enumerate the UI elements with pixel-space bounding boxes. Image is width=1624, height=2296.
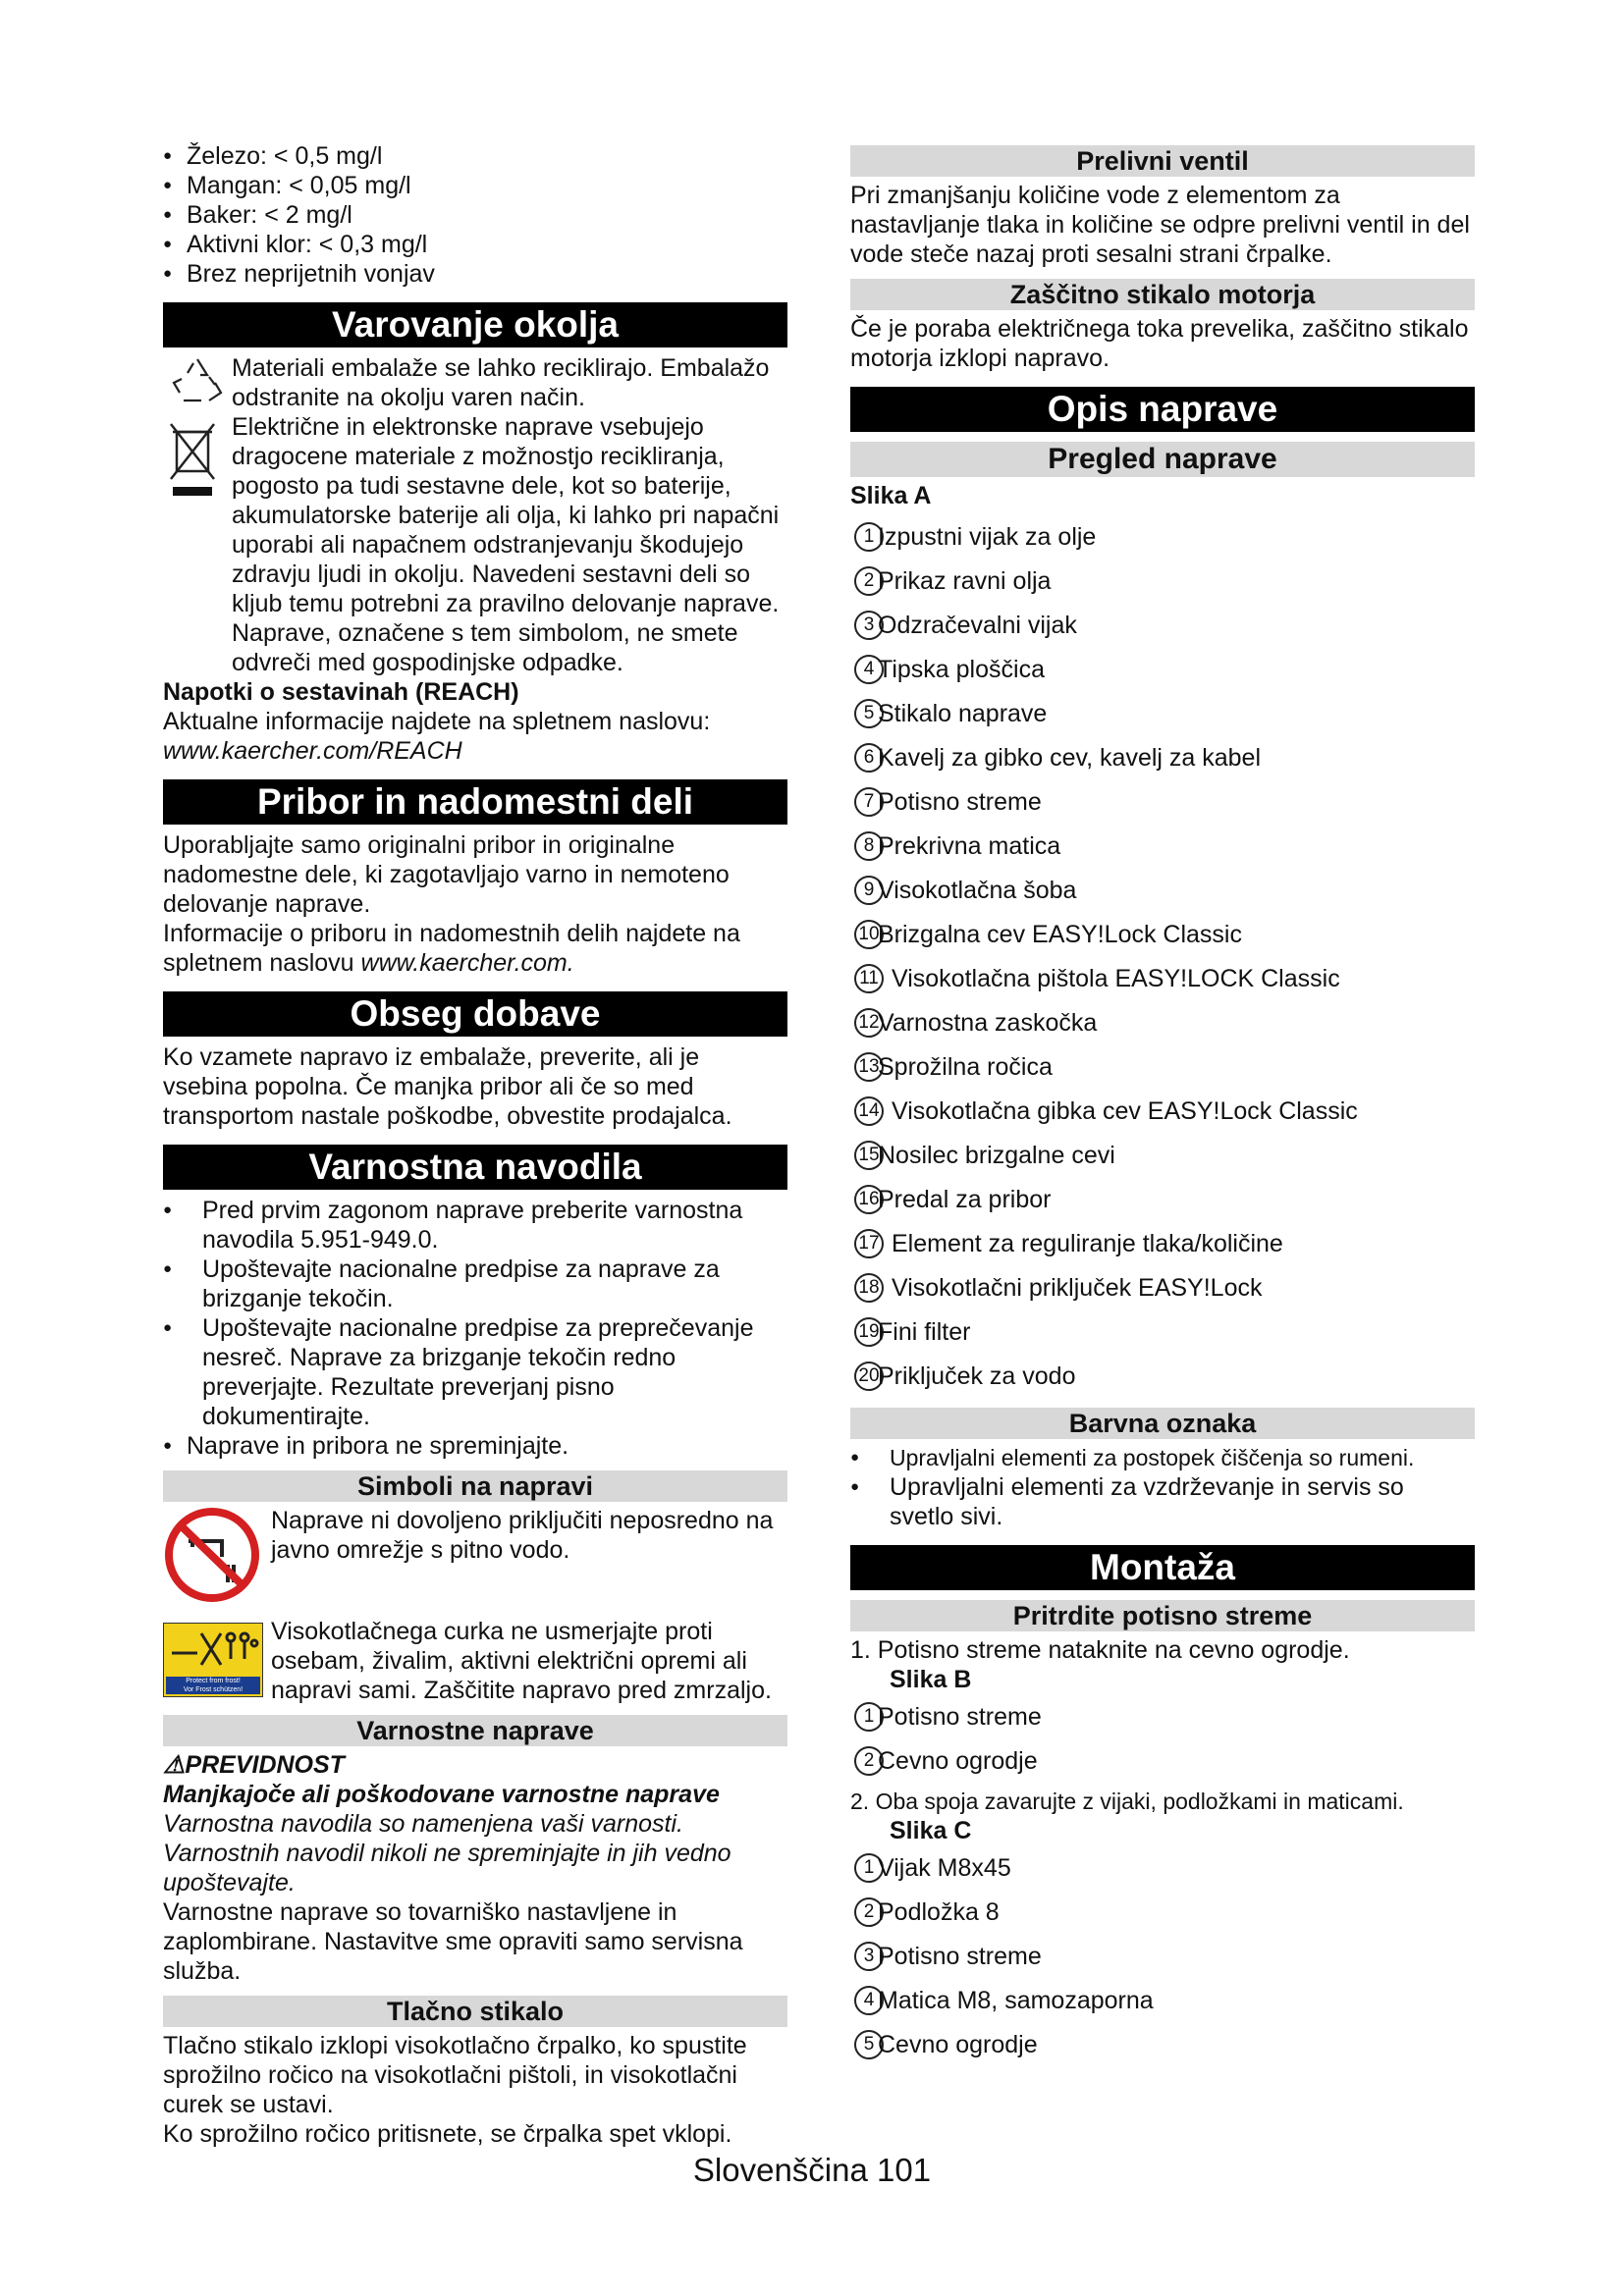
subheading-motor-switch: Zaščitno stikalo motorja: [850, 279, 1475, 310]
legend-text: Prekrivna matica: [878, 831, 1061, 860]
symbol-row-2: [163, 1617, 787, 1705]
legend-number: 17: [854, 1229, 884, 1258]
list-item: ● Upoštevajte nacionalne predpise za preprečevanje nesreč. Naprave za brizganje tekočin redno preverjajte. Rezultate preverjanj pisno dokumentirajte.: [163, 1313, 787, 1431]
no-drinking-water-icon: [163, 1506, 271, 1611]
legend-number: 11: [854, 964, 884, 993]
legend-text: Fini filter: [878, 1317, 971, 1346]
list-item: ● Brez neprijetnih vonjav: [163, 259, 787, 289]
subheading-color-code: Barvna oznaka: [850, 1408, 1475, 1439]
legend-text: Visokotlačna šoba: [878, 876, 1077, 904]
limits-list: [163, 141, 787, 289]
legend-item: [850, 1309, 1475, 1354]
overflow-paragraph: Pri zmanjšanju količine vode z elementom za nastavljanje tlaka in količine se odpre prelivni ventil in del vode steče nazaj proti sesalni strani črpalke.: [850, 182, 1470, 268]
legend-number: 10: [854, 920, 884, 949]
legend-list-a: [850, 514, 1475, 1398]
legend-text: Visokotlačna gibka cev EASY!Lock Classic: [892, 1096, 1358, 1125]
legend-item: [850, 956, 1475, 1000]
motor-paragraph: Če je poraba električnega toka prevelika, zaščitno stikalo motorja izklopi napravo.: [850, 315, 1469, 372]
section-heading-environment: Varovanje okolja: [163, 302, 787, 347]
pressure-paragraph-2: Ko sprožilno ročico pritisnete, se črpalka spet vklopi.: [163, 2120, 732, 2148]
legend-number: 2: [854, 1746, 884, 1776]
legend-text: Izpustni vijak za olje: [878, 522, 1097, 551]
legend-text: Tipska ploščica: [878, 655, 1045, 683]
legend-text: Potisno streme: [878, 1942, 1042, 1970]
legend-text: Sprožilna ročica: [878, 1052, 1053, 1081]
subheading-overview: Pregled naprave: [850, 442, 1475, 477]
legend-item: [850, 1934, 1475, 1978]
legend-item: [850, 1177, 1475, 1221]
legend-item: [850, 1738, 1475, 1783]
env-paragraph-2: Električne in elektronske naprave vsebujejo dragocene materiale z možnostjo recikliranja, pogosto pa tudi sestavne dele, kot so baterije, akumulatorske baterije ali olja, ki lahko pri napačni uporabi ali napačnem odstranjevanju škodujejo zdravju ljudi in okolju. Navedeni sestavni deli so kljub temu potrebni za pravilno delovanje naprave. Naprave, označene s tem simbolom, ne smete odvreči med gospodinjske odpadke.: [232, 413, 780, 676]
caution-text-1: Varnostna navodila so namenjena vaši varnosti.: [163, 1810, 683, 1838]
list-item: ● Aktivni klor: < 0,3 mg/l: [163, 230, 787, 259]
figure-a-label: Slika A: [850, 482, 932, 509]
legend-item: [850, 2022, 1475, 2066]
legend-number: 1: [854, 522, 884, 552]
env-row-2: [163, 412, 787, 677]
caution-subtitle: Manjkajoče ali poškodovane varnostne naprave: [163, 1781, 720, 1808]
section-heading-description: Opis naprave: [850, 387, 1475, 432]
legend-list-c: [850, 1845, 1475, 2066]
acc-paragraph-2-text: Informacije o priboru in nadomestnih delih najdete na spletnem naslovu: [163, 920, 740, 977]
legend-text: Vijak M8x45: [878, 1853, 1011, 1882]
subheading-safety-devices: Varnostne naprave: [163, 1715, 787, 1746]
subheading-pressure-switch: Tlačno stikalo: [163, 1996, 787, 2027]
frost-label-2: Vor Frost schützen!: [183, 1686, 244, 1693]
right-column: [850, 141, 1475, 2066]
warning-triangle-icon: ⚠: [163, 1751, 186, 1779]
legend-item: [850, 779, 1475, 824]
legend-item: [850, 1221, 1475, 1265]
legend-number: 1: [854, 1853, 884, 1883]
scope-paragraph: Ko vzamete napravo iz embalaže, preverite, ali je vsebina popolna. Če manjka pribor ali če so med transportom nastale poškodbe, obvestite prodajalca.: [163, 1043, 732, 1130]
frost-label-1: Protect from frost!: [186, 1678, 241, 1684]
legend-item: [850, 603, 1475, 647]
legend-number: 2: [854, 566, 884, 596]
section-heading-accessories: Pribor in nadomestni deli: [163, 779, 787, 825]
legend-number: 3: [854, 611, 884, 640]
reach-title: Napotki o sestavinah (REACH): [163, 678, 519, 706]
list-item: ● Upravljalni elementi za postopek čiščenja so rumeni.: [850, 1443, 1475, 1472]
legend-number: 14: [854, 1096, 884, 1126]
env-row-1: [163, 353, 787, 412]
legend-item: [850, 912, 1475, 956]
subheading-symbols: Simboli na napravi: [163, 1470, 787, 1502]
subheading-overflow-valve: Prelivni ventil: [850, 145, 1475, 177]
section-heading-safety: Varnostna navodila: [163, 1145, 787, 1190]
legend-list-b: [850, 1694, 1475, 1783]
symbol-text-2: Visokotlačnega curka ne usmerjajte proti osebam, živalim, aktivni električni opremi ali napravi sami. Zaščitite napravo pred zmrzaljo.: [271, 1618, 772, 1704]
pressure-paragraph-1: Tlačno stikalo izklopi visokotlačno črpalko, ko spustite sprožilno ročico na visokotlačni pištoli, in visokotlačni curek se ustavi.: [163, 2032, 747, 2118]
legend-item: [850, 1890, 1475, 1934]
legend-text: Potisno streme: [878, 1702, 1042, 1731]
crossed-bin-icon: [163, 418, 222, 507]
section-heading-scope: Obseg dobave: [163, 991, 787, 1037]
legend-text: Priključek za vodo: [878, 1362, 1076, 1390]
legend-text: Potisno streme: [878, 787, 1042, 816]
legend-number: 20: [854, 1362, 884, 1391]
legend-number: 19: [854, 1317, 884, 1347]
legend-item: [850, 1845, 1475, 1890]
list-item: ● Železo: < 0,5 mg/l: [163, 141, 787, 171]
legend-number: 5: [854, 699, 884, 728]
legend-text: Prikaz ravni olja: [878, 566, 1052, 595]
legend-text: Podložka 8: [878, 1897, 1000, 1926]
acc-paragraph-2: [163, 919, 787, 978]
legend-item: [850, 1044, 1475, 1089]
legend-number: 16: [854, 1185, 884, 1214]
legend-text: Kavelj za gibko cev, kavelj za kabel: [878, 743, 1262, 772]
page-footer: Slovenščina 101: [692, 2152, 932, 2188]
legend-item: [850, 1694, 1475, 1738]
left-column: [163, 141, 787, 2149]
legend-text: Varnostna zaskočka: [878, 1008, 1098, 1037]
symbol-row-1: [163, 1506, 787, 1611]
frost-warning-icon: [163, 1617, 271, 1705]
legend-item: [850, 691, 1475, 735]
legend-item: [850, 514, 1475, 559]
legend-number: 15: [854, 1141, 884, 1170]
legend-item: [850, 824, 1475, 868]
list-item: ● Baker: < 2 mg/l: [163, 200, 787, 230]
legend-text: Matica M8, samozaporna: [878, 1986, 1154, 2014]
legend-text: Element za reguliranje tlaka/količine: [892, 1229, 1283, 1257]
list-item: ● Upravljalni elementi za vzdrževanje in servis so svetlo sivi.: [850, 1472, 1475, 1531]
caution-text-2: Varnostnih navodil nikoli ne spreminjajte in jih vedno upoštevajte.: [163, 1840, 731, 1896]
section-heading-mounting: Montaža: [850, 1545, 1475, 1590]
legend-number: 3: [854, 1942, 884, 1971]
legend-text: Cevno ogrodje: [878, 1746, 1038, 1775]
legend-number: 9: [854, 876, 884, 905]
legend-number: 13: [854, 1052, 884, 1082]
legend-item: [850, 1354, 1475, 1398]
legend-number: 1: [854, 1702, 884, 1732]
list-item: ● Mangan: < 0,05 mg/l: [163, 171, 787, 200]
caution-text: PREVIDNOST: [185, 1751, 345, 1779]
figure-c-label: Slika C: [890, 1817, 972, 1844]
caution-label: [163, 1750, 787, 1780]
legend-number: 6: [854, 743, 884, 773]
legend-text: Cevno ogrodje: [878, 2030, 1038, 2058]
legend-number: 2: [854, 1897, 884, 1927]
reach-text: Aktualne informacije najdete na spletnem naslovu:: [163, 708, 711, 735]
devices-paragraph: Varnostne naprave so tovarniško nastavljene in zaplombirane. Nastavitve sme opraviti samo servisna služba.: [163, 1898, 743, 1985]
legend-text: Nosilec brizgalne cevi: [878, 1141, 1115, 1169]
legend-item: [850, 1089, 1475, 1133]
legend-item: [850, 1978, 1475, 2022]
acc-paragraph-1: Uporabljajte samo originalni pribor in originalne nadomestne dele, ki zagotavljajo varno in nemoteno delovanje naprave.: [163, 831, 730, 918]
legend-item: [850, 1133, 1475, 1177]
legend-number: 4: [854, 1986, 884, 2015]
recycling-icon: [163, 353, 232, 412]
reach-link[interactable]: www.kaercher.com/REACH: [163, 737, 462, 765]
legend-item: [850, 559, 1475, 603]
legend-text: Odzračevalni vijak: [878, 611, 1077, 639]
env-paragraph-1: Materiali embalaže se lahko reciklirajo. Embalažo odstranite na okolju varen način.: [232, 354, 770, 411]
legend-item: [850, 1265, 1475, 1309]
legend-item: [850, 1000, 1475, 1044]
list-item: ● Upoštevajte nacionalne predpise za naprave za brizganje tekočin.: [163, 1255, 787, 1313]
legend-text: Predal za pribor: [878, 1185, 1052, 1213]
legend-number: 4: [854, 655, 884, 684]
list-item: ● Naprave in pribora ne spreminjajte.: [163, 1431, 787, 1461]
legend-number: 7: [854, 787, 884, 817]
legend-number: 12: [854, 1008, 884, 1038]
figure-b-label: Slika B: [890, 1666, 972, 1693]
subheading-mount-handle: Pritrdite potisno streme: [850, 1600, 1475, 1631]
legend-item: [850, 868, 1475, 912]
legend-number: 5: [854, 2030, 884, 2059]
legend-number: 18: [854, 1273, 884, 1303]
legend-number: 8: [854, 831, 884, 861]
list-item: ● Pred prvim zagonom naprave preberite varnostna navodila 5.951-949.0.: [163, 1196, 787, 1255]
step-1: 1. Potisno streme nataknite na cevno ogrodje.: [850, 1636, 1350, 1664]
legend-text: Visokotlačni priključek EASY!Lock: [892, 1273, 1263, 1302]
acc-link[interactable]: www.kaercher.com.: [360, 949, 574, 977]
legend-text: Visokotlačna pištola EASY!LOCK Classic: [892, 964, 1340, 992]
legend-text: Brizgalna cev EASY!Lock Classic: [878, 920, 1242, 948]
legend-item: [850, 647, 1475, 691]
legend-text: Stikalo naprave: [878, 699, 1048, 727]
step-2: 2. Oba spoja zavarujte z vijaki, podložkami in maticami.: [850, 1789, 1404, 1814]
symbol-text-1: Naprave ni dovoljeno priključiti neposredno na javno omrežje s pitno vodo.: [271, 1507, 774, 1564]
legend-item: [850, 735, 1475, 779]
